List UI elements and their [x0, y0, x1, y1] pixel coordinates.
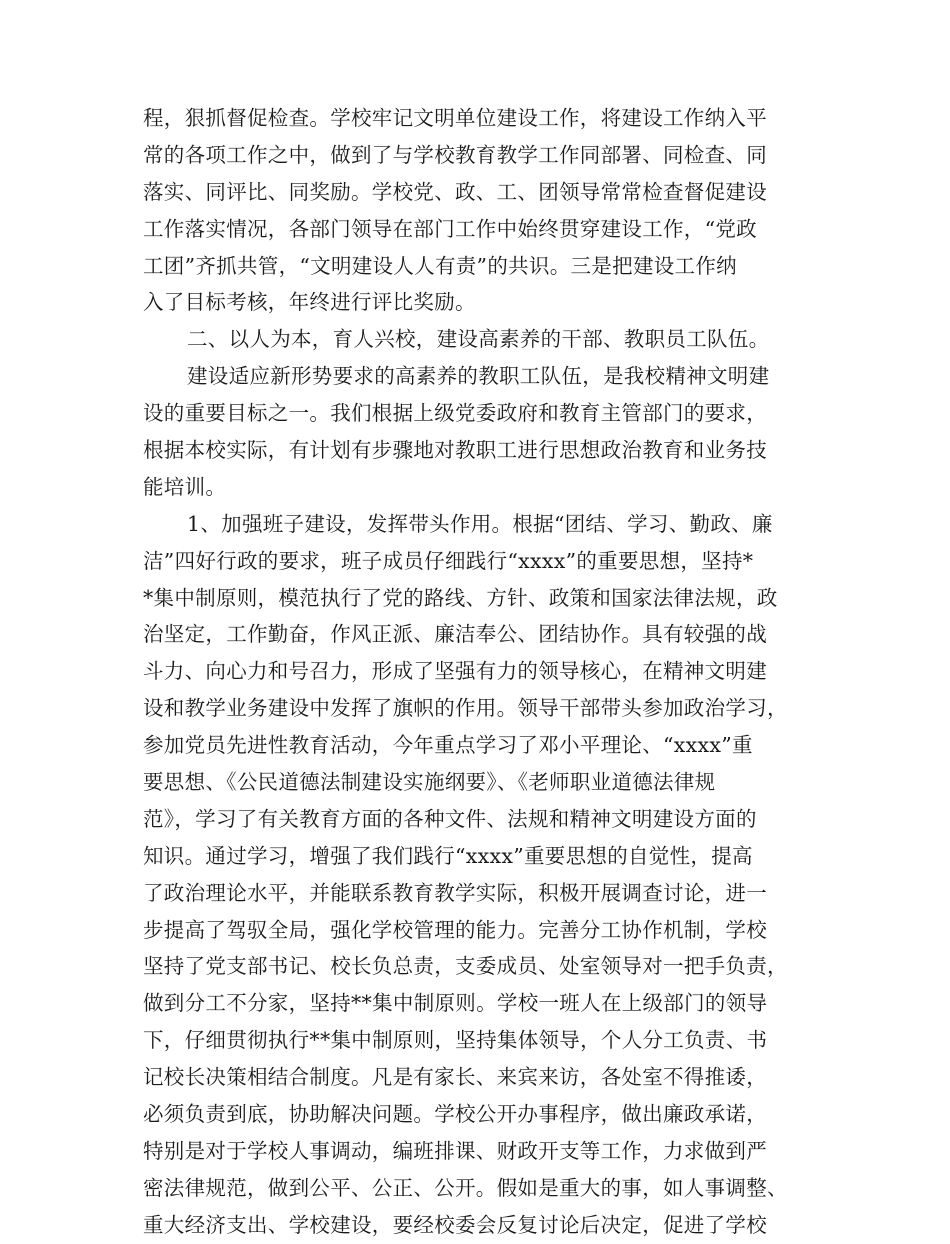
text-line: 密法律规范，做到公平、公正、公开。假如是重大的事，如人事调整、 — [143, 1175, 788, 1200]
text-line: 根据本校实际，有计划有步骤地对教职工进行思想政治教育和业务技 — [143, 438, 767, 463]
text-line: 知识。通过学习，增强了我们践行“xxxx”重要思想的自觉性，提高 — [143, 843, 753, 868]
text-line: 下，仔细贯彻执行**集中制原则，坚持集体领导，个人分工负责、书 — [143, 1028, 768, 1053]
text-line: 工作落实情况，各部门领导在部门工作中始终贯穿建设工作，“党政 — [143, 216, 757, 241]
text-line: 1、加强班子建设，发挥带头作用。根据“团结、学习、勤政、廉 — [187, 511, 773, 536]
text-line: 入了目标考核，年终进行评比奖励。 — [143, 290, 476, 315]
text-line: 建设适应新形势要求的高素养的教职工队伍，是我校精神文明建 — [187, 364, 770, 389]
text-line: 了政治理论水平，并能联系教育教学实际，积极开展调查讨论，进一 — [143, 880, 767, 905]
text-line: 洁”四好行政的要求，班子成员仔细践行“xxxx”的重要思想，坚持* — [143, 548, 754, 573]
text-line: 常的各项工作之中，做到了与学校教育教学工作同部署、同检查、同 — [143, 142, 767, 167]
text-line: 二、以人为本，育人兴校，建设高素养的干部、教职员工队伍。 — [187, 327, 770, 352]
text-line: 斗力、向心力和号召力，形成了坚强有力的领导核心，在精神文明建 — [143, 659, 767, 684]
text-line: 落实、同评比、同奖励。学校党、政、工、团领导常常检查督促建设 — [143, 179, 767, 204]
text-line: 记校长决策相结合制度。凡是有家长、来宾来访，各处室不得推诿， — [143, 1065, 767, 1090]
document-body — [143, 100, 823, 1244]
text-line: 要思想、《公民道德法制建设实施纲要》、《老师职业道德法律规 — [143, 770, 716, 795]
text-line: 特别是对于学校人事调动，编班排课、财政开支等工作，力求做到严 — [143, 1138, 767, 1163]
text-line: 设的重要目标之一。我们根据上级党委政府和教育主管部门的要求， — [143, 401, 767, 426]
text-line: 坚持了党支部书记、校长负总责，支委成员、处室领导对一把手负责， — [143, 954, 788, 979]
text-line: 能培训。 — [143, 474, 227, 499]
text-line: 工团”齐抓共管，“文明建设人人有责”的共识。三是把建设工作纳 — [143, 253, 737, 278]
text-line: 治坚定，工作勤奋，作风正派、廉洁奉公、团结协作。具有较强的战 — [143, 622, 767, 647]
text-line: 步提高了驾驭全局，强化学校管理的能力。完善分工协作机制，学校 — [143, 917, 767, 942]
text-line: 必须负责到底，协助解决问题。学校公开办事程序，做出廉政承诺， — [143, 1102, 767, 1127]
text-line: 程，狠抓督促检查。学校牢记文明单位建设工作，将建设工作纳入平 — [143, 106, 767, 130]
text-line: 重大经济支出、学校建设，要经校委会反复讨论后决定，促进了学校 — [143, 1212, 767, 1237]
text-line: 参加党员先进性教育活动，今年重点学习了邓小平理论、“xxxx”重 — [143, 733, 753, 758]
text-line: 做到分工不分家，坚持**集中制原则。学校一班人在上级部门的领导 — [143, 991, 768, 1016]
text-line: 范》，学习了有关教育方面的各种文件、法规和精神文明建设方面的 — [143, 806, 757, 831]
text-line: 设和教学业务建设中发挥了旗帜的作用。领导干部带头参加政治学习， — [143, 696, 788, 721]
text-line: *集中制原则，模范执行了党的路线、方针、政策和国家法律法规，政 — [143, 585, 778, 610]
